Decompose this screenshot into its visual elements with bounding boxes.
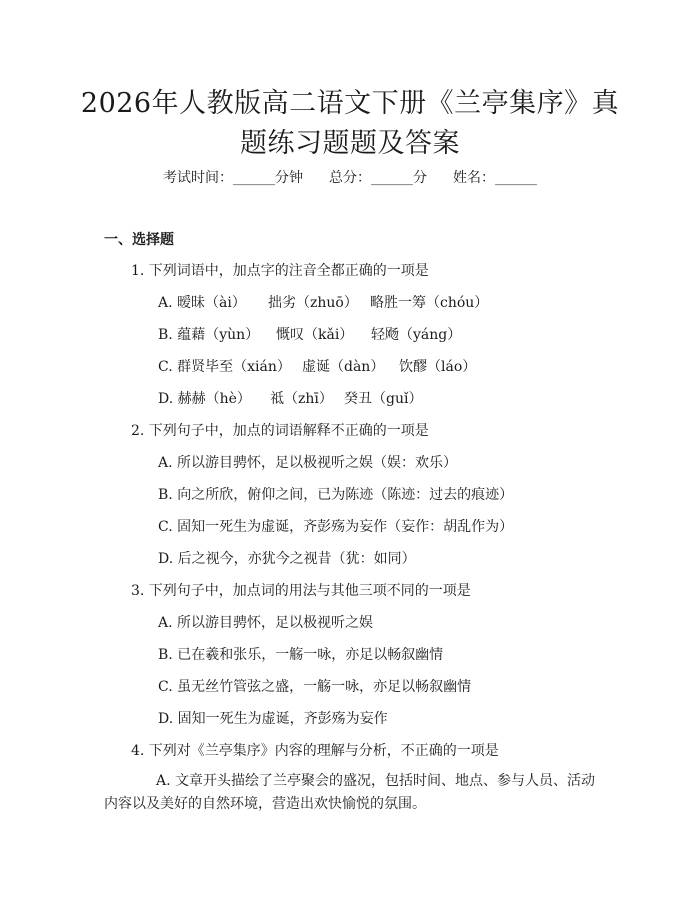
question-3-option-b: B. 已在羲和张乐，一觞一咏，亦足以畅叙幽情 [158,647,444,663]
exam-name: 姓名：______ [453,170,537,186]
question-1-option-b [158,325,461,345]
question-3-option-c: C. 虽无丝竹管弦之盛，一觞一咏，亦足以畅叙幽情 [158,679,472,695]
option-word: 慨叹（kǎi） [276,327,354,343]
option-word: 略胜一筹（chóu） [370,295,489,311]
question-2-option-d: D. 后之视今，亦犹今之视昔（犹：如同） [158,551,416,567]
option-word: 饮醪（láo） [399,359,477,375]
question-2-option-b: B. 向之所欣，俯仰之间，已为陈迹（陈迹：过去的痕迹） [158,487,514,503]
question-1-option-d [158,389,422,409]
option-word: B. 蕴藉（yùn） [158,327,260,343]
question-3-option-d: D. 固知一死生为虚诞，齐彭殇为妄作 [158,711,388,727]
option-word: 癸丑（guǐ） [344,391,423,407]
question-1-stem: 1. 下列词语中，加点字的注音全都正确的一项是 [131,263,429,279]
option-word: 祗（zhī） [270,391,333,407]
option-word: D. 赫赫（hè） [158,391,251,407]
section-heading: 一、选择题 [104,232,174,248]
title-line-1: 2026年人教版高二语文下册《兰亭集序》真 [80,88,620,119]
exam-time: 考试时间：______分钟 [163,170,303,186]
exam-meta [0,168,700,188]
question-2-option-c: C. 固知一死生为虚诞，齐彭殇为妄作（妄作：胡乱作为） [158,519,514,535]
question-3-option-a: A. 所以游目骋怀，足以极视听之娱 [158,615,374,631]
question-4-option-a: A. 文章开头描绘了兰亭聚会的盛况，包括时间、地点、参与人员、活动内容以及美好的自然环境，营造出欢快愉悦的氛围。 [104,773,596,812]
option-word: C. 群贤毕至（xián） [158,359,291,375]
option-word: A. 暧昧（ài） [158,295,246,311]
option-word: 轻飏（yáng） [371,327,462,343]
question-1-option-c [158,357,476,377]
document-title [60,84,640,164]
question-4-stem: 4. 下列对《兰亭集序》内容的理解与分析，不正确的一项是 [131,743,499,759]
question-2-stem: 2. 下列句子中，加点的词语解释不正确的一项是 [131,423,429,439]
option-word: 拙劣（zhuō） [268,295,358,311]
title-line-2: 题练习题题及答案 [240,128,460,159]
exam-score: 总分：______分 [329,170,427,186]
option-word: 虚诞（dàn） [302,359,385,375]
question-2-option-a: A. 所以游目骋怀，足以极视听之娱（娱：欢乐） [158,455,458,471]
question-1-option-a [158,293,488,313]
question-3-stem: 3. 下列句子中，加点词的用法与其他三项不同的一项是 [131,583,471,599]
